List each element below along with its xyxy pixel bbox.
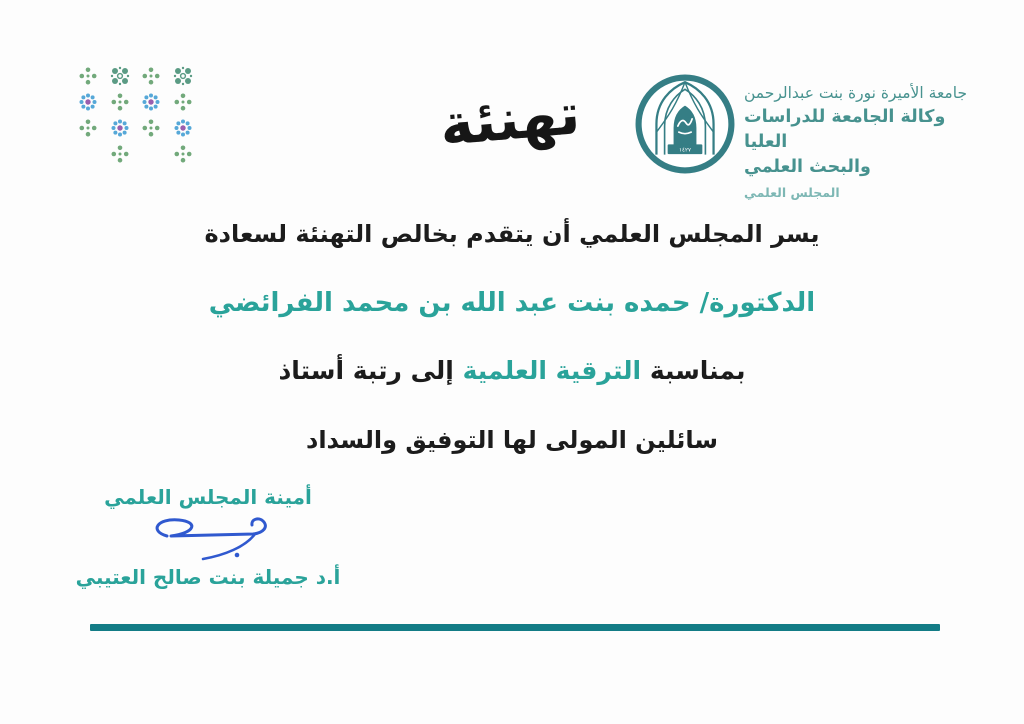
footer-divider: [90, 624, 940, 631]
greeting-line: يسر المجلس العلمي أن يتقدم بخالص التهنئة لسعادة: [204, 220, 820, 248]
signature-block: [72, 484, 344, 590]
ornament-motif: [112, 94, 129, 111]
scientific-council-label: المجلس العلمي: [744, 185, 840, 200]
prayer-line: سائلين المولى لها التوفيق والسداد: [306, 426, 718, 454]
ornament-motif: [175, 120, 192, 137]
ornament-motif: [80, 68, 97, 85]
university-name-line: جامعة الأميرة نورة بنت عبدالرحمن: [744, 84, 968, 102]
occasion-highlight: الترقية العلمية: [462, 356, 642, 385]
occasion-line: [0, 356, 1024, 385]
recipient-name: الدكتورة/ حمده بنت عبد الله بن محمد الفرائضي: [208, 288, 816, 318]
university-brand-text: [744, 72, 990, 203]
ornament-pattern: [78, 62, 206, 174]
occasion-suffix: إلى رتبة أستاذ: [278, 356, 463, 385]
ornament-motif: [112, 120, 129, 137]
ornament-motif: [80, 94, 97, 111]
title-calligraphy: تهنئة: [437, 81, 583, 159]
ornament-motif: [143, 120, 160, 137]
ornament-motif: [143, 68, 160, 85]
graduate-studies-line: وكالة الجامعة للدراسات العليا: [744, 107, 946, 152]
signature-scribble-icon: [133, 511, 283, 563]
ornament-motif: [80, 120, 97, 137]
logo-year-text: ١٤٢٧: [678, 147, 692, 154]
signatory-name: أ.د جميلة بنت صالح العتيبي: [75, 565, 341, 589]
scientific-research-line: والبحث العلمي: [744, 157, 871, 177]
ornament-motif: [175, 146, 192, 163]
ornament-motif: [175, 94, 192, 111]
university-logo-icon: [634, 72, 736, 176]
ornament-motif: [174, 67, 192, 85]
ornament-motif: [111, 67, 129, 85]
occasion-prefix: بمناسبة: [641, 356, 746, 385]
signature-title: أمينة المجلس العلمي: [104, 485, 312, 509]
ornament-motif: [143, 94, 160, 111]
university-brand: [634, 72, 990, 203]
ornament-motif: [112, 146, 129, 163]
